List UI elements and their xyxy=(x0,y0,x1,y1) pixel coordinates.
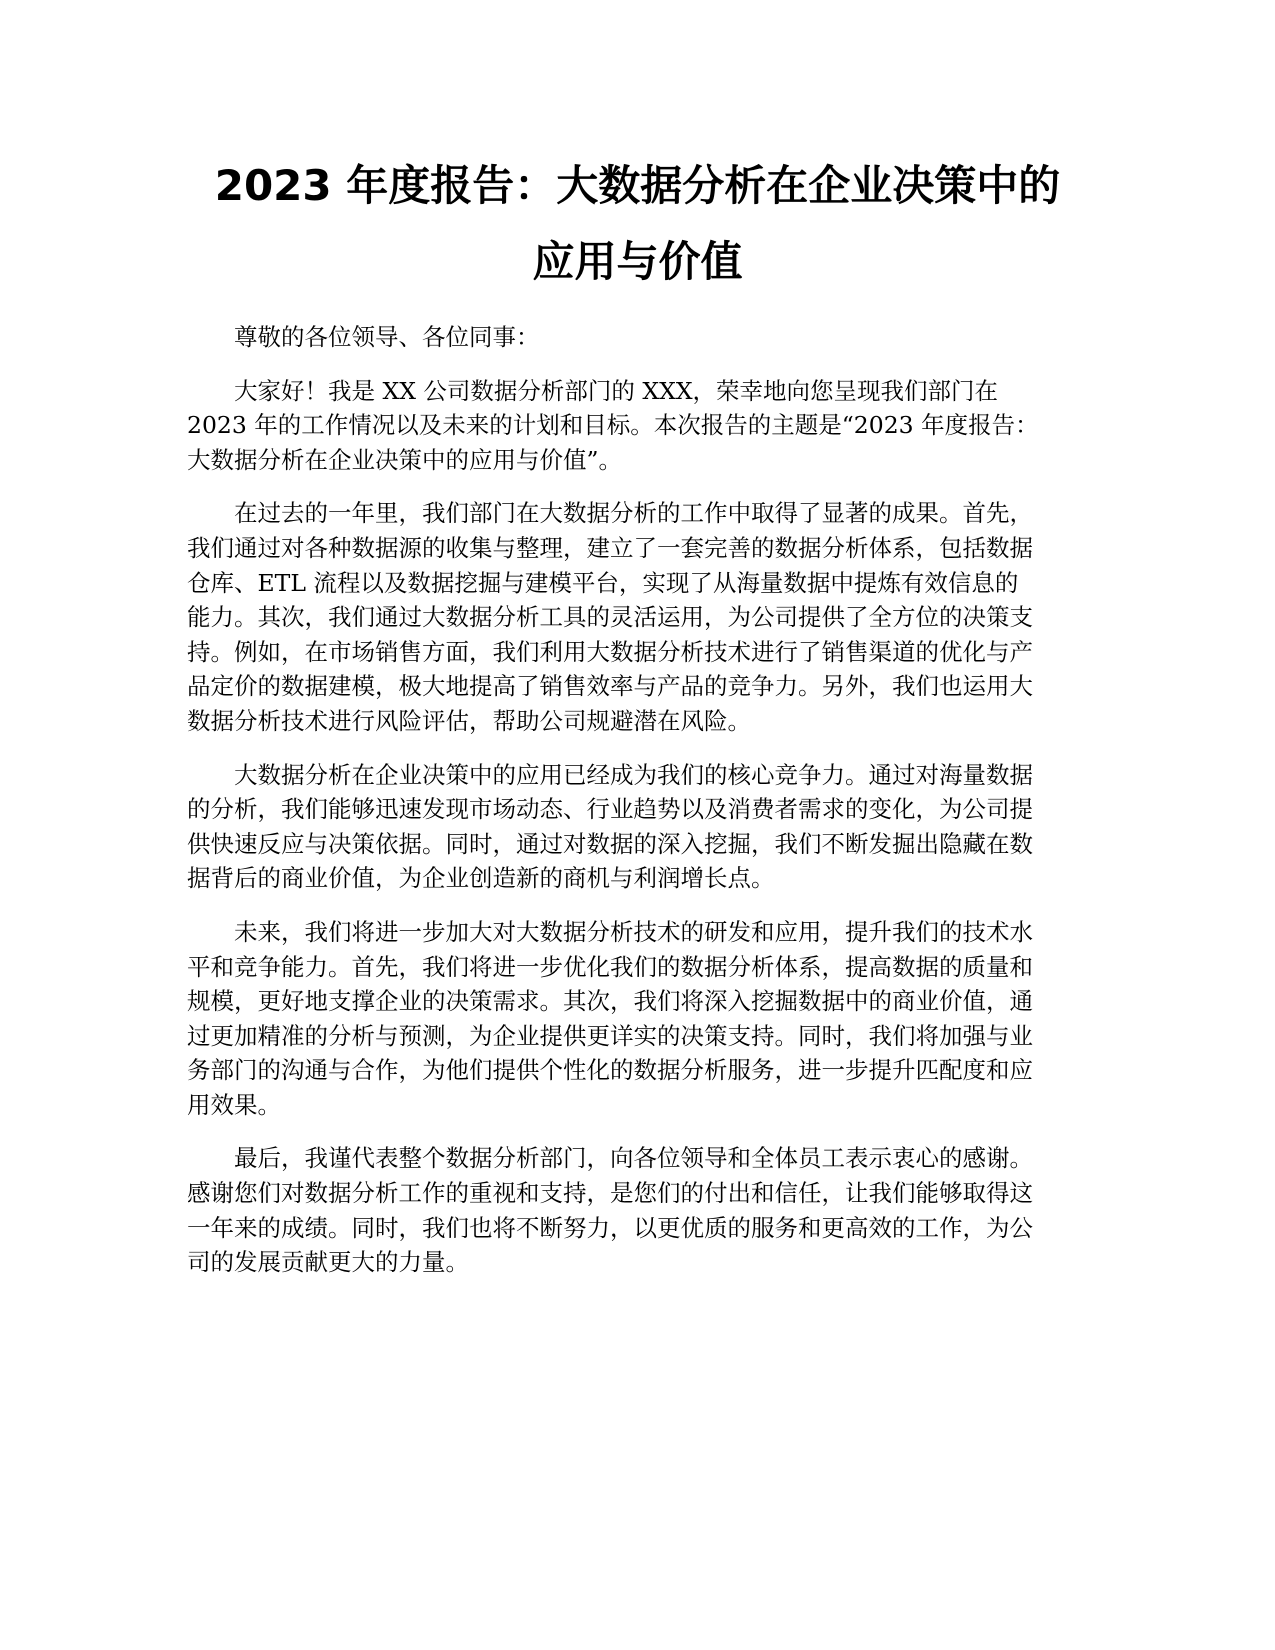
achievements-paragraph xyxy=(187,496,1093,738)
paragraph-line: 据背后的商业价值，为企业创造新的商机与利润增长点。 xyxy=(187,864,775,893)
paragraph-line: 务部门的沟通与合作，为他们提供个性化的数据分析服务，进一步提升匹配度和应 xyxy=(187,1056,1033,1085)
paragraph-line: 大家好！我是 XX 公司数据分析部门的 XXX，荣幸地向您呈现我们部门在 xyxy=(234,376,999,405)
paragraph-line: 司的发展贡献更大的力量。 xyxy=(187,1248,469,1277)
closing-paragraph xyxy=(187,1141,1093,1279)
paragraph-line: 平和竞争能力。首先，我们将进一步优化我们的数据分析体系，提高数据的质量和 xyxy=(187,952,1033,981)
title-line: 应用与价值 xyxy=(532,237,743,286)
paragraph-line: 尊敬的各位领导、各位同事： xyxy=(234,323,540,351)
intro-paragraph xyxy=(187,374,1093,478)
paragraph-line: 大数据分析在企业决策中的应用与价值”。 xyxy=(187,445,623,474)
paragraph-line: 品定价的数据建模，极大地提高了销售效率与产品的竞争力。另外，我们也运用大 xyxy=(187,672,1033,701)
future-plans-paragraph xyxy=(187,915,1093,1123)
paragraph-line: 过更加精准的分析与预测，为企业提供更详实的决策支持。同时，我们将加强与业 xyxy=(187,1021,1033,1050)
paragraph-line: 能力。其次，我们通过大数据分析工具的灵活运用，为公司提供了全方位的决策支 xyxy=(187,603,1033,632)
paragraph-line: 大数据分析在企业决策中的应用已经成为我们的核心竞争力。通过对海量数据 xyxy=(234,760,1033,789)
paragraph-line: 我们通过对各种数据源的收集与整理，建立了一套完善的数据分析体系，包括数据 xyxy=(187,533,1033,562)
paragraph-line: 最后，我谨代表整个数据分析部门，向各位领导和全体员工表示衷心的感谢。 xyxy=(234,1144,1033,1173)
paragraph-line: 仓库、ETL 流程以及数据挖掘与建模平台，实现了从海量数据中提炼有效信息的 xyxy=(187,568,1019,597)
document-title xyxy=(160,148,1115,300)
paragraph-line: 持。例如，在市场销售方面，我们利用大数据分析技术进行了销售渠道的优化与产 xyxy=(187,637,1033,666)
paragraph-line: 在过去的一年里，我们部门在大数据分析的工作中取得了显著的成果。首先， xyxy=(234,499,1033,528)
paragraph-line: 数据分析技术进行风险评估，帮助公司规避潜在风险。 xyxy=(187,706,751,735)
paragraph-line: 的分析，我们能够迅速发现市场动态、行业趋势以及消费者需求的变化，为公司提 xyxy=(187,795,1033,824)
paragraph-line: 规模，更好地支撑企业的决策需求。其次，我们将深入挖掘数据中的商业价值，通 xyxy=(187,987,1033,1016)
paragraph-line: 感谢您们对数据分析工作的重视和支持，是您们的付出和信任，让我们能够取得这 xyxy=(187,1179,1033,1208)
salutation-paragraph xyxy=(187,320,1093,355)
paragraph-line: 一年来的成绩。同时，我们也将不断努力，以更优质的服务和更高效的工作，为公 xyxy=(187,1213,1033,1242)
title-line: 2023 年度报告：大数据分析在企业决策中的 xyxy=(214,161,1061,210)
paragraph-line: 供快速反应与决策依据。同时，通过对数据的深入挖掘，我们不断发掘出隐藏在数 xyxy=(187,829,1033,858)
paragraph-line: 用效果。 xyxy=(187,1090,281,1119)
paragraph-line: 未来，我们将进一步加大对大数据分析技术的研发和应用，提升我们的技术水 xyxy=(234,917,1033,946)
competitiveness-paragraph xyxy=(187,758,1093,896)
paragraph-line: 2023 年的工作情况以及未来的计划和目标。本次报告的主题是“2023 年度报告： xyxy=(187,411,1039,440)
document-body xyxy=(187,320,1093,1299)
